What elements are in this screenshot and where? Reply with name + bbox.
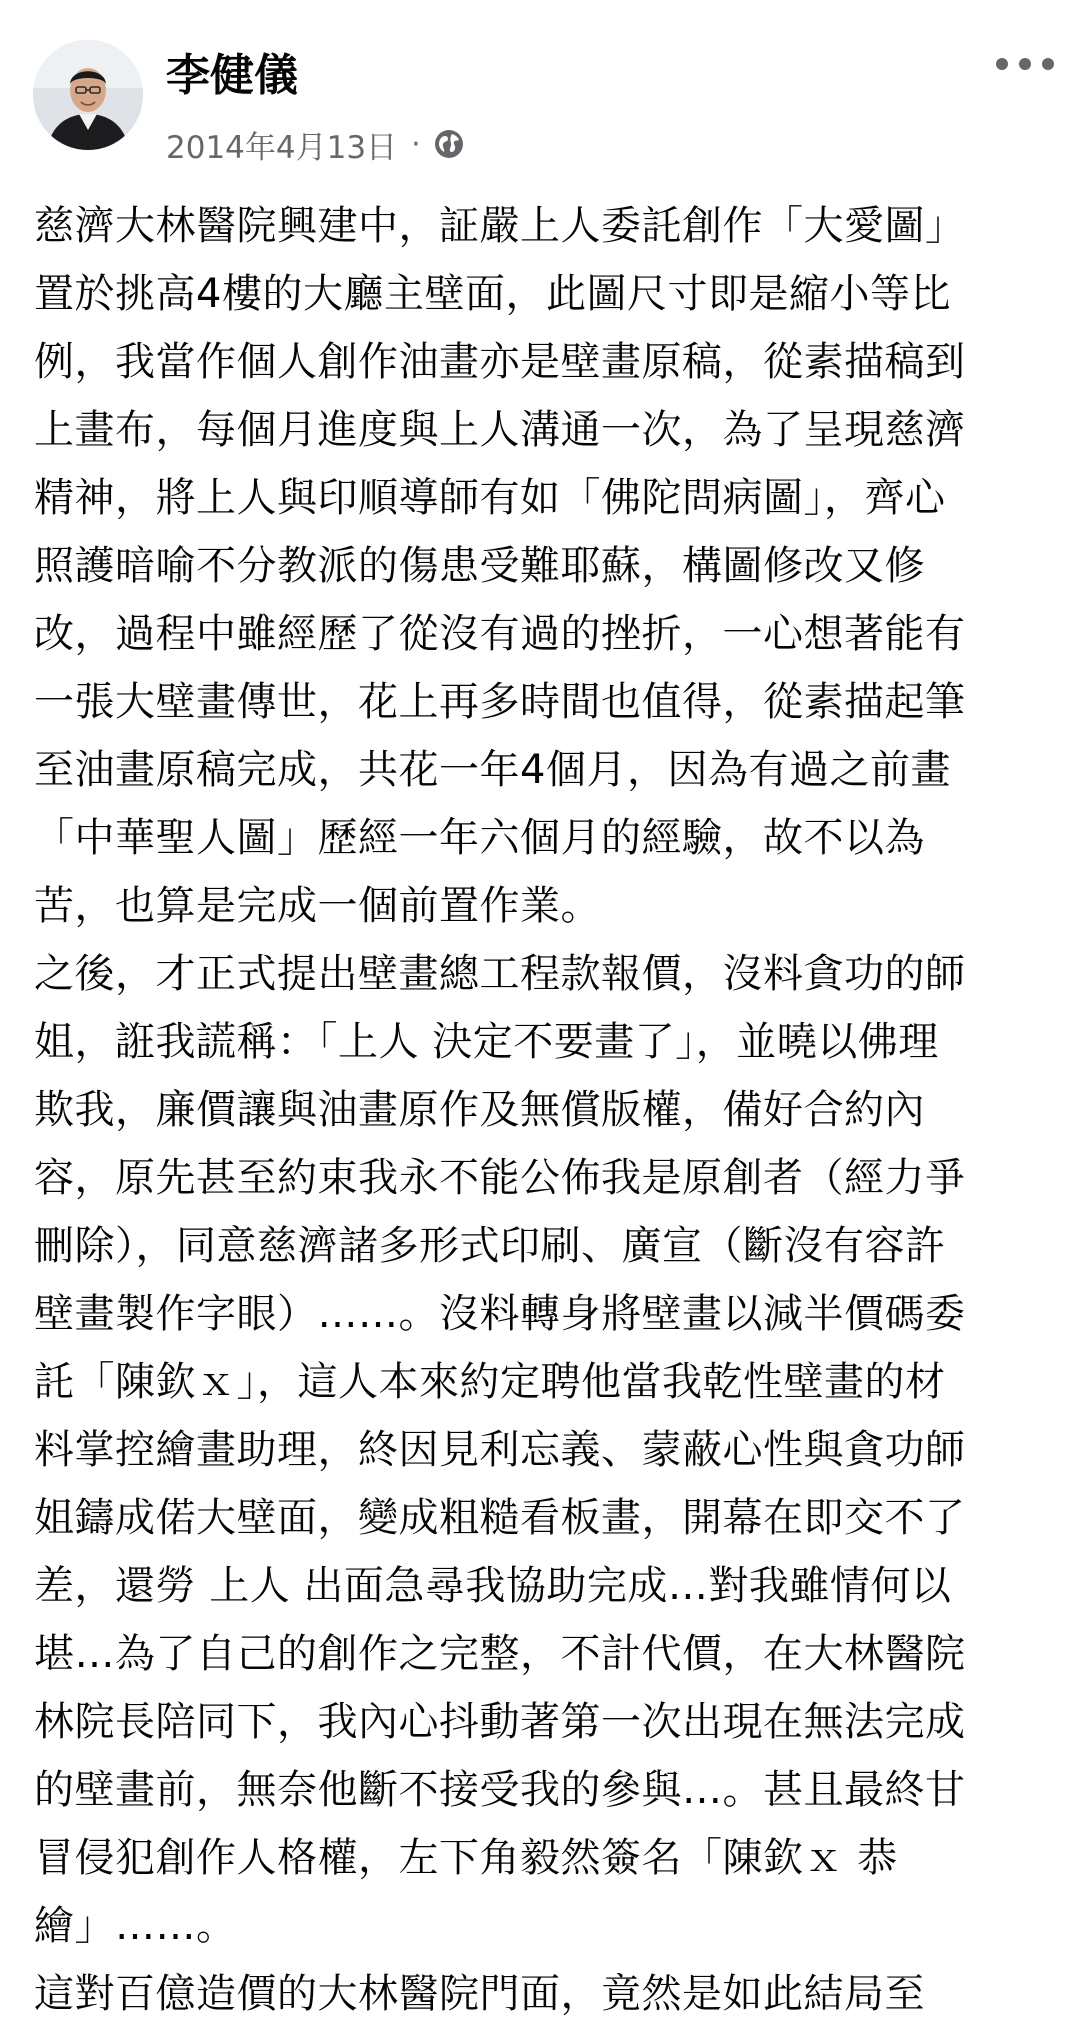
post-text-line: 上畫布，每個月進度與上人溝通一次，為了呈現慈濟 — [34, 407, 966, 453]
more-horizontal-icon — [1042, 58, 1054, 70]
more-horizontal-icon — [996, 58, 1008, 70]
post-text-line: 改，過程中雖經歷了從沒有過的挫折，一心想著能有 — [34, 611, 966, 657]
post-text-line: 精神，將上人與印順導師有如「佛陀問病圖」，齊心 — [34, 475, 946, 521]
post-text-line: 欺我，廉價讓與油畫原作及無償版權，備好合約內 — [34, 1087, 925, 1133]
post-text-line: 例，我當作個人創作油畫亦是壁畫原稿，從素描稿到 — [34, 339, 966, 385]
post-text — [34, 192, 1050, 2028]
post-text-line: 「中華聖人圖」歷經一年六個月的經驗，故不以為 — [34, 815, 925, 861]
post-text-line: 之後，才正式提出壁畫總工程款報價，沒料貪功的師 — [34, 951, 966, 997]
more-horizontal-icon — [1019, 58, 1031, 70]
post-text-line: 冒侵犯創作人格權，左下角毅然簽名「陳欽ｘ 恭 — [34, 1835, 898, 1881]
post-text-line: 置於挑高4樓的大廳主壁面，此圖尺寸即是縮小等比 — [34, 271, 951, 317]
post-text-line: 姐，誑我謊稱：「上人 決定不要畫了」，並曉以佛理 — [34, 1019, 939, 1065]
post-text-line: 容，原先甚至約束我永不能公佈我是原創者（經力爭 — [34, 1155, 966, 1201]
post-text-line: 林院長陪同下，我內心抖動著第一次出現在無法完成 — [34, 1699, 966, 1745]
globe-icon[interactable] — [433, 128, 465, 160]
post-text-line: 慈濟大林醫院興建中，証嚴上人委託創作「大愛圖」 — [34, 203, 966, 249]
post-text-line: 這對百億造價的大林醫院門面，竟然是如此結局至 — [34, 1971, 925, 2017]
post-text-line: 姐鑄成偌大壁面，變成粗糙看板畫，開幕在即交不了 — [34, 1495, 966, 1541]
post-text-line: 壁畫製作字眼）……。沒料轉身將壁畫以減半價碼委 — [34, 1291, 966, 1337]
post-header — [0, 0, 1080, 190]
avatar-image — [33, 40, 143, 150]
post-text-line: 的壁畫前，無奈他斷不接受我的參與…。甚且最終甘 — [34, 1767, 966, 1813]
post-meta — [166, 122, 465, 166]
post-text-line: 料掌控繪畫助理，終因見利忘義、蒙蔽心性與貪功師 — [34, 1427, 966, 1473]
meta-separator: · — [411, 126, 421, 162]
post-date[interactable]: 2014年4月13日 — [166, 129, 398, 166]
post-text-line: 照護暗喻不分教派的傷患受難耶蘇，構圖修改又修 — [34, 543, 925, 589]
post-text-line: 刪除），同意慈濟諸多形式印刷、廣宣（斷沒有容許 — [34, 1223, 946, 1269]
post-text-line: 苦，也算是完成一個前置作業。 — [34, 883, 601, 929]
author-name[interactable]: 李健儀 — [166, 50, 298, 101]
more-options-button[interactable] — [990, 44, 1060, 84]
post-text-line: 託「陳欽ｘ」，這人本來約定聘他當我乾性壁畫的材 — [34, 1359, 946, 1405]
post-text-line: 一張大壁畫傳世，花上再多時間也值得，從素描起筆 — [34, 679, 966, 725]
post-text-line: 堪…為了自己的創作之完整，不計代價，在大林醫院 — [34, 1631, 966, 1677]
post-text-line: 繪」……。 — [34, 1903, 237, 1949]
post-text-line: 至油畫原稿完成，共花一年4個月，因為有過之前畫 — [34, 747, 951, 793]
author-avatar[interactable] — [33, 40, 143, 150]
post-text-line: 差，還勞 上人 出面急尋我協助完成…對我雖情何以 — [34, 1563, 952, 1609]
